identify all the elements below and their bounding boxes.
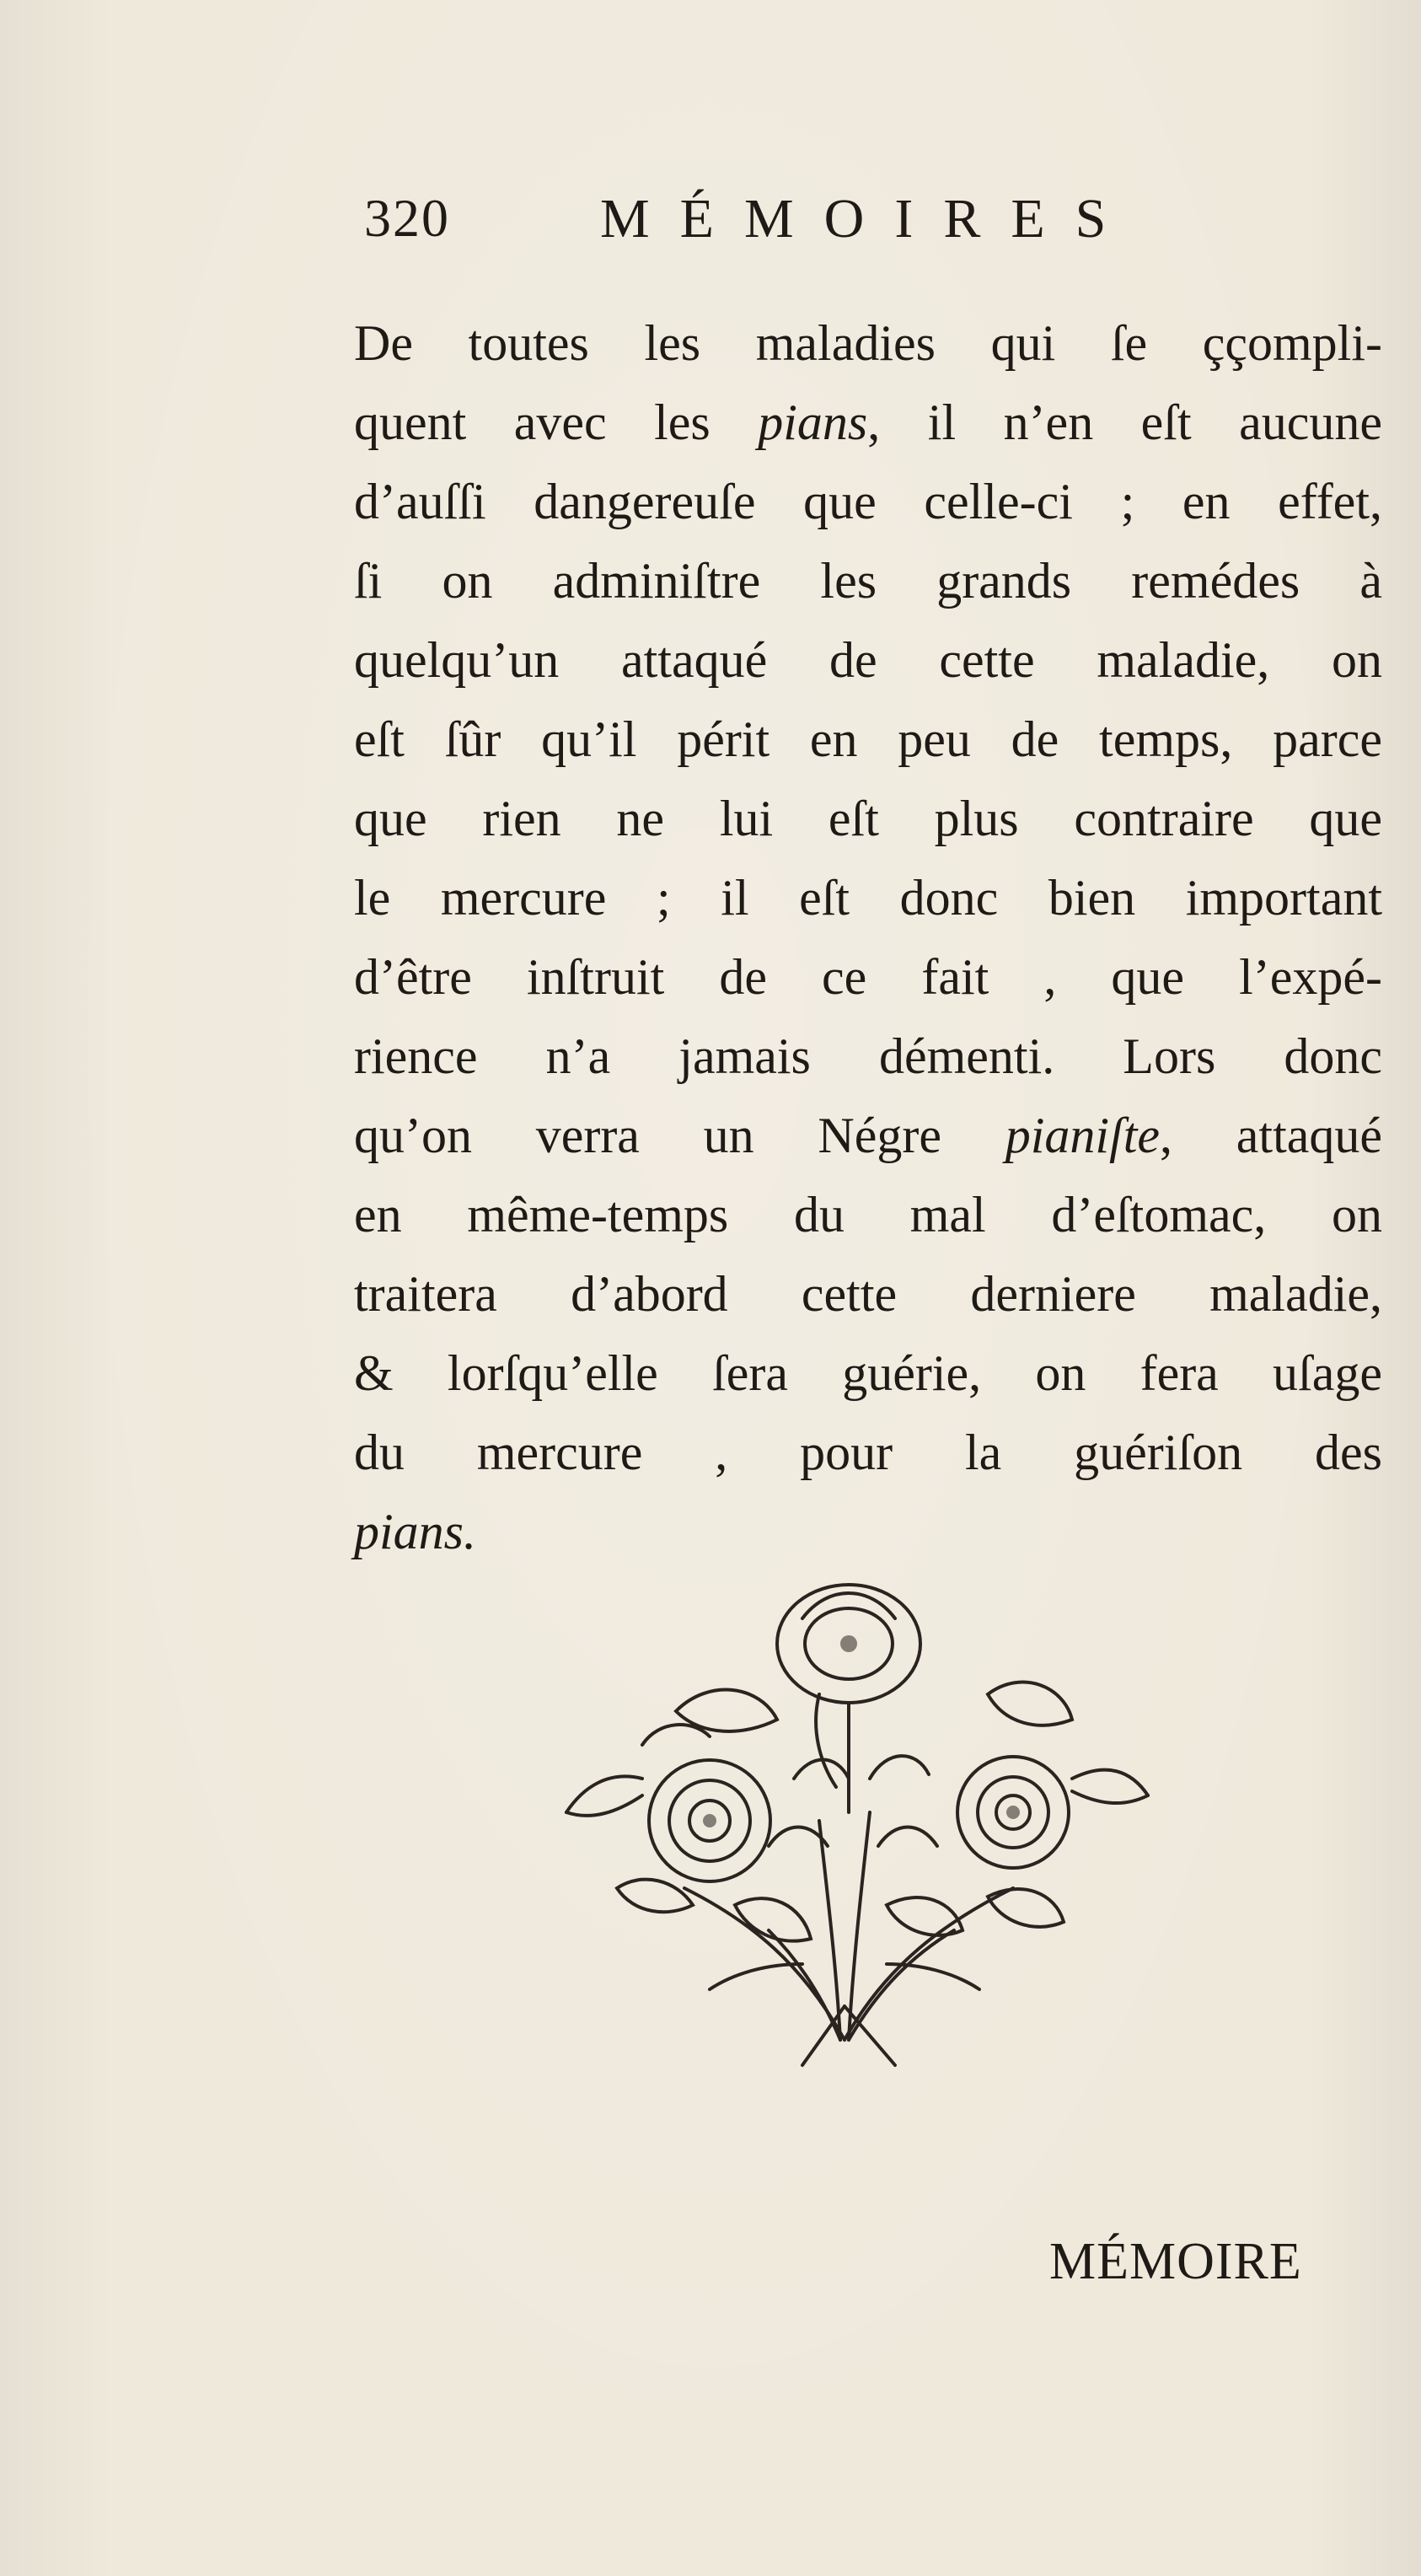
text-line (354, 1334, 1382, 1413)
page-number: 320 (364, 188, 450, 248)
text-segment: qu’on verra un Négre (354, 1108, 1005, 1163)
text-segment: traitera d’abord cette derniere maladie, (354, 1266, 1382, 1322)
text-line (354, 541, 1382, 620)
italic-text-segment: pianiſte (1005, 1108, 1161, 1163)
text-line (354, 1017, 1382, 1096)
text-segment: eſt ſûr qu’il périt en peu de temps, parce (354, 711, 1382, 767)
text-line (354, 1492, 1382, 1571)
text-segment: que rien ne lui eſt plus contraire que (354, 791, 1382, 846)
text-segment: ſi on adminiſtre les grands remédes à (354, 553, 1382, 609)
text-segment: quent avec les (354, 394, 759, 450)
text-line (354, 1413, 1382, 1492)
body-text (354, 303, 1382, 1571)
text-segment: le mercure ; il eſt donc bien important (354, 870, 1382, 926)
catchword: MÉMOIRE (1049, 2233, 1302, 2290)
text-segment: d’être inſtruit de ce fait , que l’expé- (354, 949, 1382, 1005)
text-line (354, 700, 1382, 779)
text-line (354, 303, 1382, 383)
text-line (354, 383, 1382, 462)
text-segment: rience n’a jamais démenti. Lors donc (354, 1028, 1382, 1084)
text-line (354, 1175, 1382, 1254)
text-line (354, 779, 1382, 858)
text-line (354, 1096, 1382, 1175)
text-line (354, 858, 1382, 937)
text-segment: du mercure , pour la guériſon des (354, 1425, 1382, 1480)
text-segment: De toutes les maladies qui ſe ççompli- (354, 315, 1382, 371)
text-line (354, 462, 1382, 541)
page-header (354, 187, 1408, 263)
text-line (354, 620, 1382, 700)
text-line (354, 937, 1382, 1017)
floral-bouquet-ornament-icon (516, 1568, 1165, 2074)
text-segment: en même-temps du mal d’eſtomac, on (354, 1187, 1382, 1242)
text-segment: & lorſqu’elle ſera guérie, on fera uſage (354, 1345, 1382, 1401)
italic-text-segment: pians (758, 394, 868, 450)
italic-text-segment: pians. (354, 1504, 477, 1559)
text-segment: d’auſſi dangereuſe que celle-ci ; en effet, (354, 474, 1382, 529)
running-title: MÉMOIRES (600, 188, 1137, 250)
text-segment: , attaqué (1160, 1108, 1382, 1163)
text-segment: , il n’en eſt aucune (867, 394, 1382, 450)
text-segment: quelqu’un attaqué de cette maladie, on (354, 632, 1382, 688)
text-line (354, 1254, 1382, 1334)
